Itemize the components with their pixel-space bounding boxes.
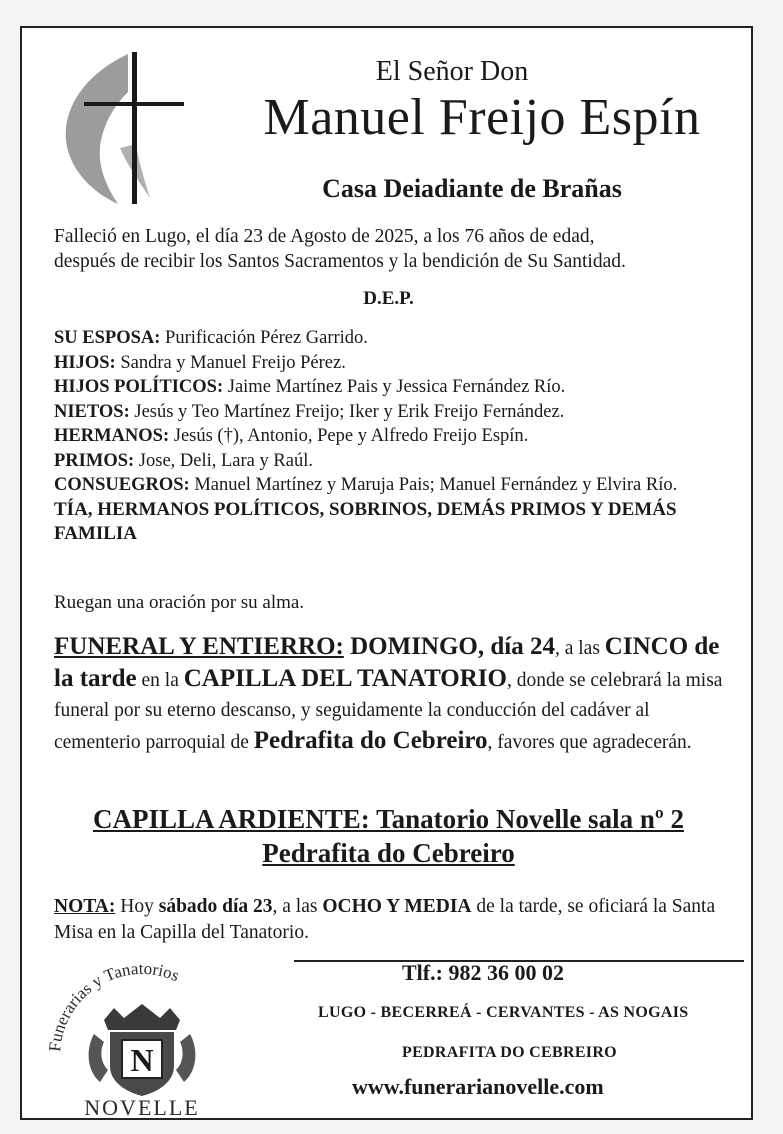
note-text: , a las <box>272 896 323 917</box>
funeral-details <box>54 632 734 758</box>
family-label: CONSUEGROS: <box>54 475 190 495</box>
family-entry <box>54 473 734 498</box>
wake-line: Pedrafita do Cebreiro <box>262 838 515 868</box>
family-list <box>54 326 734 547</box>
family-text: Jose, Deli, Lara y Raúl. <box>134 450 313 471</box>
locations: LUGO - BECERREÁ - CERVANTES - AS NOGAIS <box>318 1004 689 1021</box>
funeral-home-logo <box>42 958 242 1118</box>
family-label: HIJOS: <box>54 352 116 373</box>
funeral-time: CINCO de la tarde <box>54 633 720 692</box>
family-label: PRIMOS: <box>54 450 135 471</box>
house-name: Casa Deiadiante de Brañas <box>322 174 622 203</box>
wake-location <box>22 802 755 870</box>
obituary-notice <box>20 26 753 1120</box>
funeral-text: , donde se celebrará la misa funeral por su eterno descanso, y seguidamente la conducción del cadáver al cementerio parroquial de <box>54 670 723 753</box>
funeral-place: CAPILLA DEL TANATORIO <box>183 665 507 692</box>
funeral-label: FUNERAL Y ENTIERRO: <box>54 633 344 660</box>
logo-arc-text: Funerarias y Tanatorios <box>45 958 183 1053</box>
note-text: Hoy <box>115 896 159 917</box>
logo-letter: N <box>130 1042 154 1078</box>
title-prefix: El Señor Don <box>375 56 529 87</box>
family-label: HIJOS POLÍTICOS: <box>54 377 224 397</box>
family-entry <box>54 449 734 474</box>
family-text: Jesús y Teo Martínez Freijo; Iker y Erik Freijo Fernández. <box>129 401 565 422</box>
family-text: Jesús (†), Antonio, Pepe y Alfredo Freijo Espín. <box>169 426 529 446</box>
intro-line: después de recibir los Santos Sacramentos y la bendición de Su Santidad. <box>54 251 626 272</box>
funeral-text: en la <box>136 670 184 691</box>
note <box>54 894 734 946</box>
logo-name: NOVELLE <box>84 1095 200 1118</box>
family-entry <box>54 351 734 376</box>
deceased-name: Manuel Freijo Espín <box>263 89 701 146</box>
family-text: Sandra y Manuel Freijo Pérez. <box>115 352 346 373</box>
intro-line: Falleció en Lugo, el día 23 de Agosto de 2025, a los 76 años de edad, <box>54 226 595 247</box>
cross-icon <box>58 48 188 208</box>
funeral-text: , favores que agradecerán. <box>487 732 692 753</box>
website-link: www.funerarianovelle.com <box>352 1074 604 1099</box>
note-text: de la tarde, se oficiará la Santa Misa en la Capilla del Tanatorio. <box>54 896 716 943</box>
note-time: OCHO Y MEDIA <box>322 896 472 917</box>
location-secondary: PEDRAFITA DO CEBREIRO <box>402 1044 617 1061</box>
dep-heading: D.E.P. <box>363 288 414 309</box>
death-announcement <box>54 224 734 274</box>
family-rest: TÍA, HERMANOS POLÍTICOS, SOBRINOS, DEMÁS PRIMOS Y DEMÁS FAMILIA <box>54 498 677 544</box>
family-label: NIETOS: <box>54 401 130 422</box>
funeral-text: , a las <box>554 638 600 659</box>
family-entry <box>54 400 734 425</box>
note-day: sábado día 23 <box>158 896 273 917</box>
family-entry <box>54 326 734 351</box>
funeral-day: DOMINGO, día 24 <box>343 633 555 660</box>
wake-line: CAPILLA ARDIENTE: Tanatorio Novelle sala nº 2 <box>93 804 684 834</box>
family-label: HERMANOS: <box>54 426 170 446</box>
prayer-request: Ruegan una oración por su alma. <box>54 592 305 613</box>
note-label: NOTA: <box>54 896 116 917</box>
family-entry <box>54 424 734 449</box>
family-entry <box>54 375 734 400</box>
cemetery-name: Pedrafita do Cebreiro <box>253 727 488 754</box>
family-text: Purificación Pérez Garrido. <box>160 328 368 348</box>
phone-number: Tlf.: 982 36 00 02 <box>402 960 564 985</box>
family-text: Jaime Martínez Pais y Jessica Fernández Río. <box>223 377 566 397</box>
family-label: SU ESPOSA: <box>54 328 161 348</box>
family-text: Manuel Martínez y Maruja Pais; Manuel Fernández y Elvira Río. <box>189 475 678 495</box>
